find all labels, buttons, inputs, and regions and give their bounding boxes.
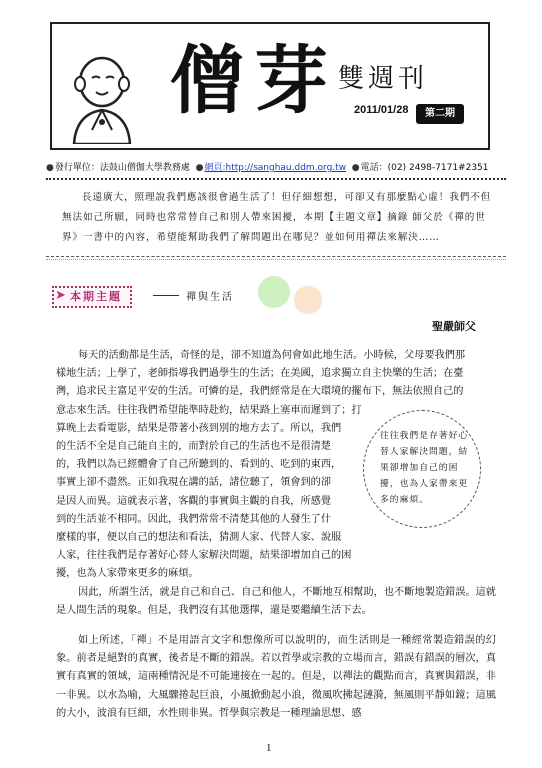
issue-date: 2011/01/28 bbox=[354, 104, 409, 116]
decorative-circle-green bbox=[258, 276, 290, 308]
decorative-circle-peach bbox=[294, 286, 322, 314]
publisher-text: 發行單位：法鼓山僧伽大學教務處 bbox=[54, 163, 190, 173]
body-paragraph-3: 如上所述，「禪」不是用語言文字和想像所可以說明的，而生活則是一種經常製造錯誤的幻象。前者是絕對的真實，後者是不斷的錯誤。若以哲學或宗教的立場而言，錯誤有錯誤的層次，真實有真實的領域，這兩種情況是不可能連接在一起的。但是，以禪法的觀點而言，真實與錯誤，非一非異。以水為喻，大風驟捲起巨浪，小風掀動起小浪，微風吹拂起漣漪，無風則平靜如鏡；這風的大小，波浪有巨細，水性則非異。哲學與宗教是一種理論思想、感 bbox=[56, 635, 496, 719]
article-author: 聖嚴師父 bbox=[432, 320, 476, 333]
issue-badge: 第二期 bbox=[416, 104, 464, 124]
website-label[interactable]: 網頁: bbox=[204, 163, 226, 173]
body-line: 灣，追求民主富足平安的生活。可憐的是，我們經常是在大環境的擺布下，無法依照自己的 bbox=[56, 386, 464, 398]
phone-text: 電話：(02) 2498-7171#2351 bbox=[360, 163, 489, 173]
body-line: 擾，也為人家帶來更多的麻煩。 bbox=[56, 568, 199, 580]
section-label: 本期主題 bbox=[70, 290, 122, 303]
body-line: 的，我們以為已經體會了自己所聽到的、看到的、吃到的東西， bbox=[56, 459, 342, 471]
body-paragraph-2: 因此，所謂生活，就是自己和自己、自己和他人，不斷地互相幫助，也不斷地製造錯誤。這就是人間生活的現象。但是，我們沒有其他選擇，還是要繼續生活下去。 bbox=[56, 587, 496, 617]
body-line: 到的生活並不相同。因此，我們常常不清楚其他的人發生了什 bbox=[56, 513, 332, 525]
body-line: 麼樣的事，便以自己的想法和看法，猜測人家、代替人家、說服 bbox=[56, 532, 342, 544]
contact-line bbox=[46, 160, 516, 173]
bullet-icon: ● bbox=[46, 163, 54, 173]
newsletter-title: 僧芽 bbox=[170, 38, 338, 124]
monk-illustration-icon bbox=[60, 48, 144, 144]
body-line: 算晚上去看電影，結果是帶著小孩到別的地方去了。所以，我們 bbox=[56, 422, 342, 434]
divider bbox=[46, 256, 506, 257]
divider bbox=[46, 259, 506, 260]
pull-quote-text: 往往我們是存著好心替人家解決問題，結果卻增加自己的困擾，也為人家帶來更多的麻煩。 bbox=[380, 431, 469, 505]
body-line: 意志來生活。往往我們希望能準時赴約，結果路上塞車而遲到了；打 bbox=[56, 404, 362, 416]
body-line: 樣地生活；上學了，老師指導我們過學生的生活；在美國，追求獨立自主快樂的生活；在臺 bbox=[56, 368, 464, 380]
body-line: 是因人而異。這就表示著，客觀的事實與主觀的自我，所感覺 bbox=[56, 495, 332, 507]
body-line: 的生活不全是自己能自主的，而對於自己的生活也不是很清楚 bbox=[56, 441, 332, 453]
body-line: 每天的活動都是生活，奇怪的是，卻不知道為何會如此地生活。小時候，父母要我們那 bbox=[78, 350, 466, 361]
intro-paragraph: 長遠廣大，照理說我們應該很會過生活了！但仔細想想，可卻又有那麼點心虛！我們不但無法如己所願，同時也常常替自己和別人帶來困擾，本期【主題文章】摘錄 師父於《禪的世界》一書中的內容，希望能幫助我們了解問題出在哪兒？並如何用禪法來解決…… bbox=[62, 192, 492, 243]
section-dash bbox=[153, 295, 179, 296]
body-line: 人家，往往我們是存著好心替人家解決問題，結果卻增加自己的困 bbox=[56, 550, 352, 562]
bullet-icon: ● bbox=[351, 163, 360, 173]
page-number: 1 bbox=[266, 742, 272, 754]
newsletter-subtitle: 雙週刊 bbox=[338, 64, 429, 94]
body-line: 事實上卻不盡然。正如我現在講的話，諸位聽了，領會到的卻 bbox=[56, 477, 332, 489]
body-paragraph-1 bbox=[56, 347, 466, 584]
section-topic: 禪與生活 bbox=[186, 292, 234, 303]
divider bbox=[46, 178, 506, 180]
website-link[interactable]: http://sanghau.ddm.org.tw bbox=[225, 163, 347, 173]
arrow-right-icon: ➤ bbox=[55, 288, 66, 303]
bullet-icon: ● bbox=[195, 163, 204, 173]
